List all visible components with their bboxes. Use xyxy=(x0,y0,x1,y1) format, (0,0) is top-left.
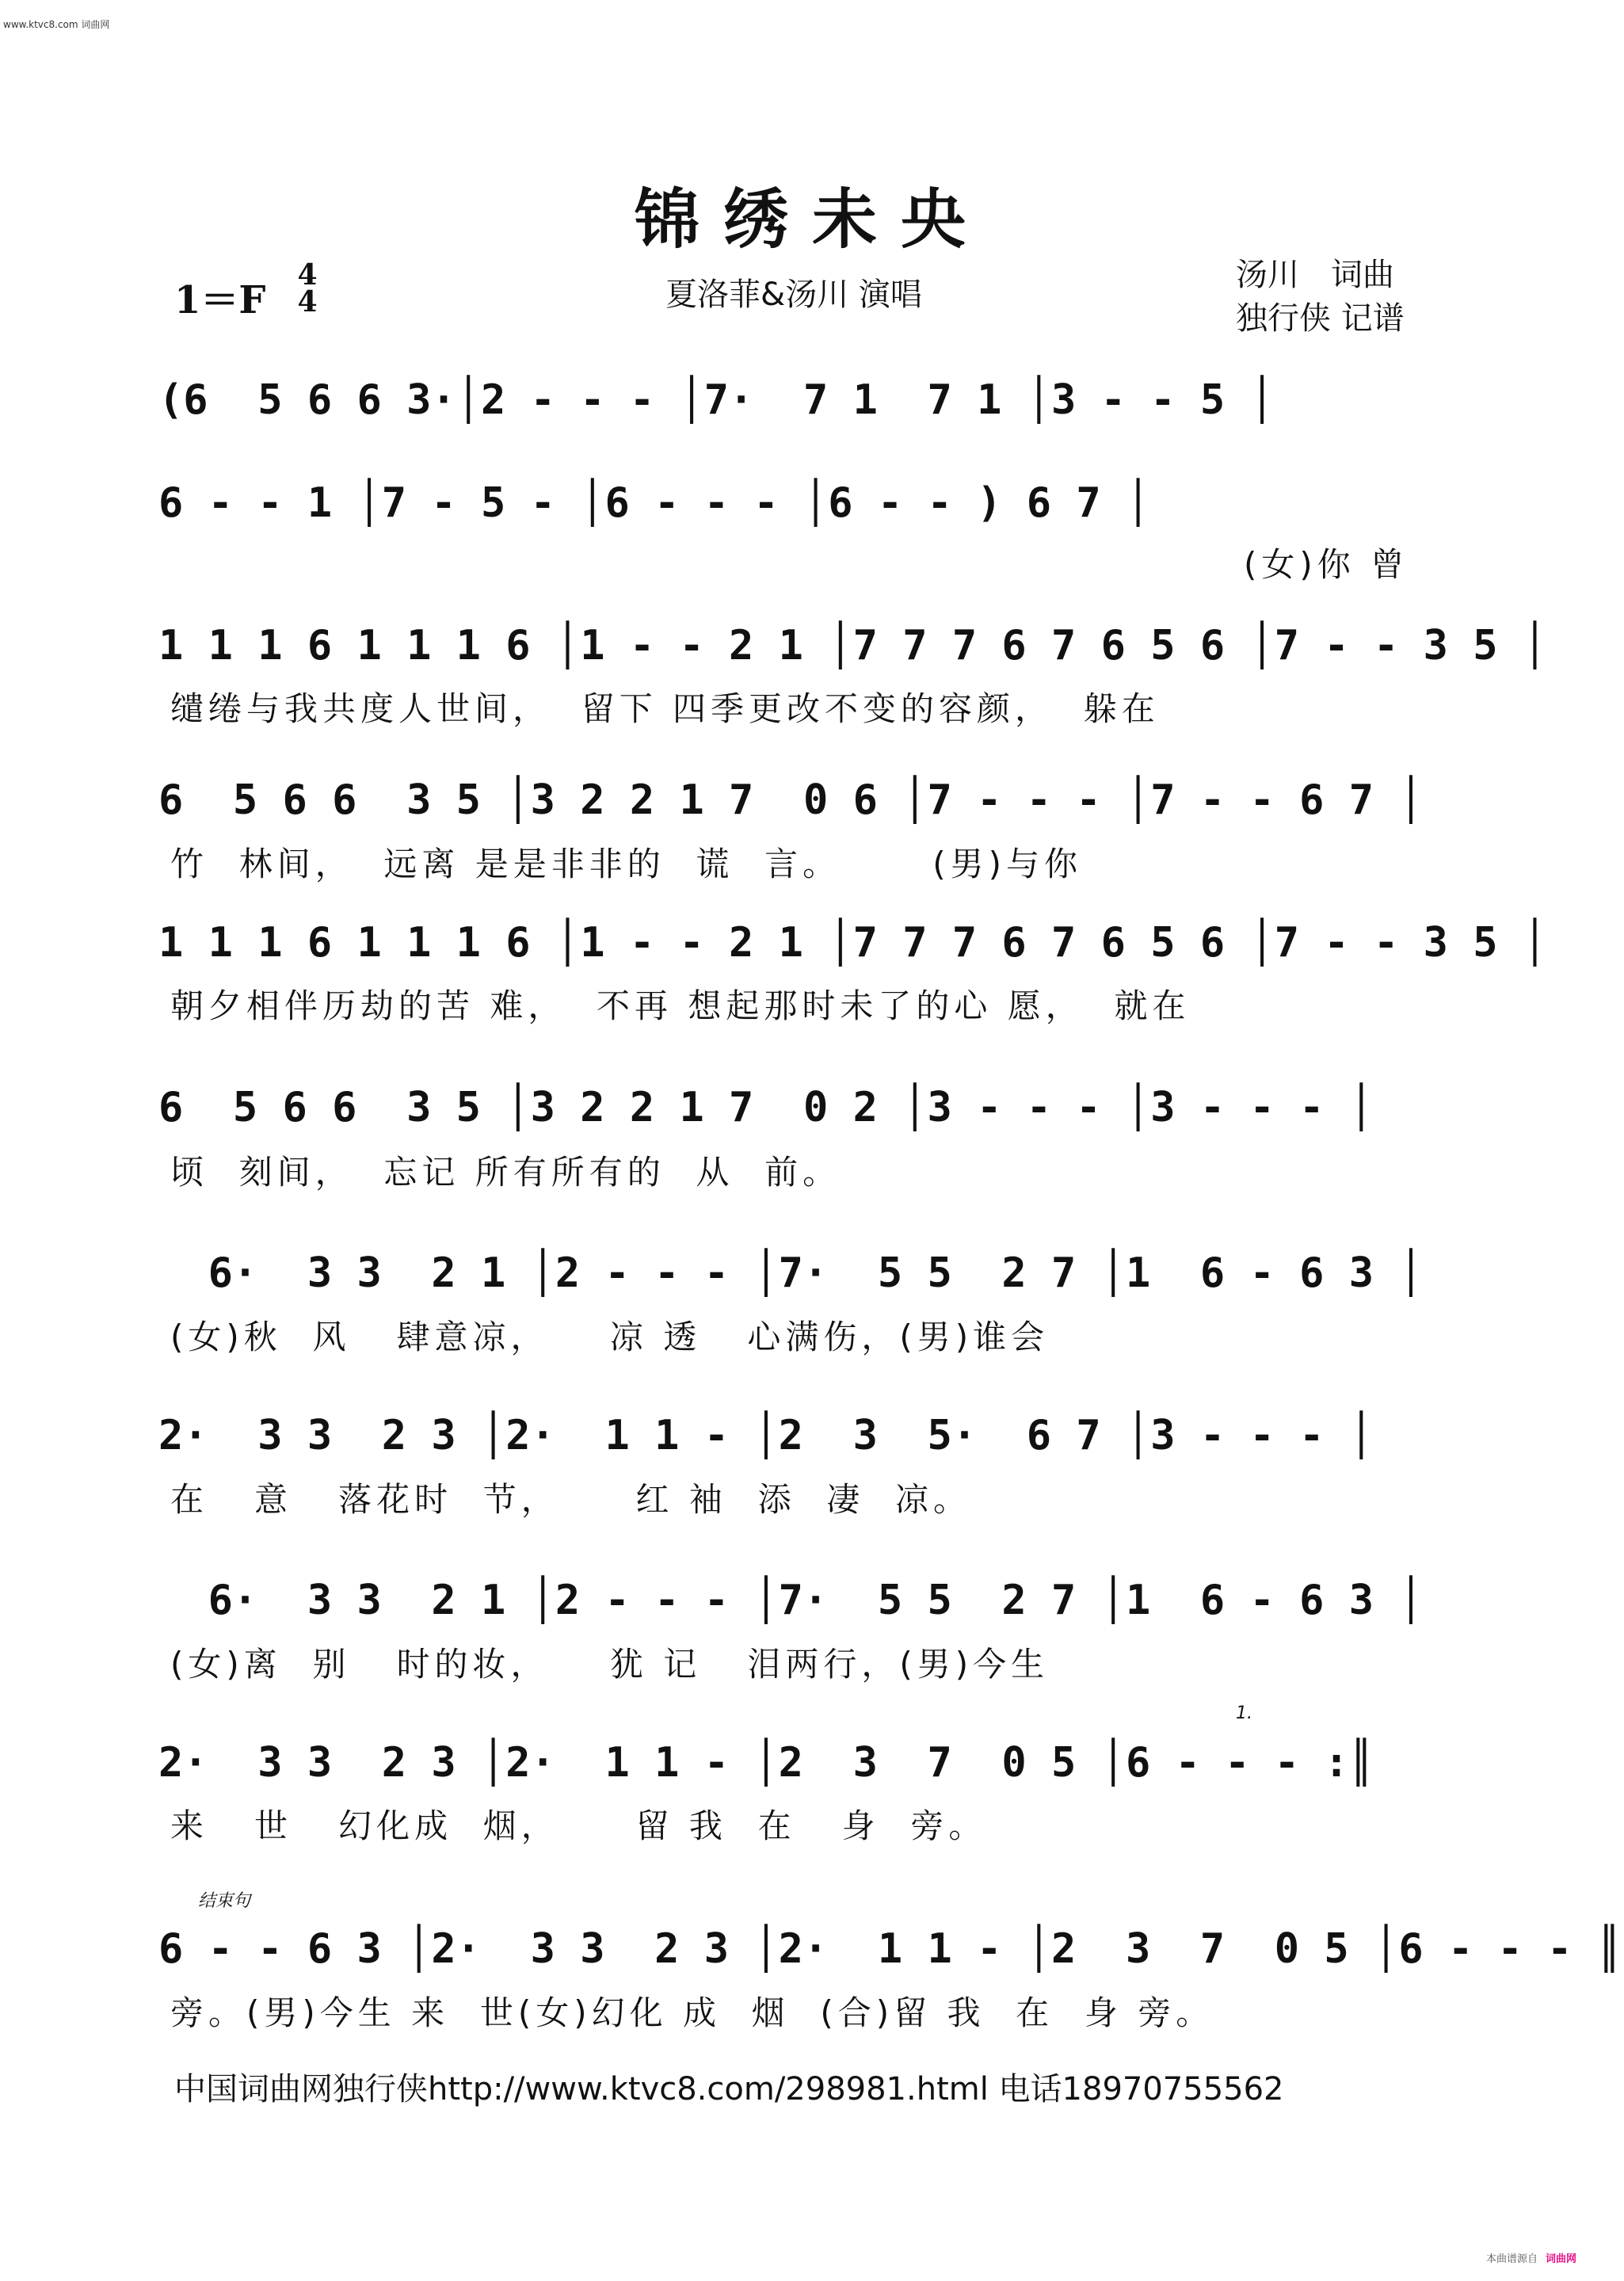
notation-line-2: 6 - - 1 │7 - 5 - │6 - - - │6 - - ) 6 7 │ xyxy=(158,479,1151,527)
transcriber-credit: 独行侠 记谱 xyxy=(1236,300,1405,337)
lyric-line-9: (女)离 别 时的妆， 犹 记 泪两行，(男)今生 xyxy=(170,1645,1050,1684)
notation-line-5: 1 1 1 6 1 1 1 6 │1 - - 2 1 │7 7 7 6 7 6 5 6 │7 - - 3 5 │ xyxy=(158,919,1548,967)
notation-line-6: 6 5 6 6 3 5 │3 2 2 1 7 0 2 │3 - - - │3 - - - │ xyxy=(158,1084,1374,1131)
song-title: 锦绣未央 xyxy=(634,181,989,257)
volta-label: 1. xyxy=(1236,1703,1252,1723)
lyric-line-2: (女)你 曾 xyxy=(1244,545,1409,584)
lyric-line-7: (女)秋 风 肆意凉， 凉 透 心满伤，(男)谁会 xyxy=(170,1318,1050,1356)
lyric-line-4: 竹 林间， 远离 是是非非的 谎 言。 (男)与你 xyxy=(170,845,1083,883)
notation-line-9: 6· 3 3 2 1 │2 - - - │7· 5 5 2 7 │1 6 - 6 3 │ xyxy=(158,1577,1424,1624)
notation-line-4: 6 5 6 6 3 5 │3 2 2 1 7 0 6 │7 - - - │7 - - 6 7 │ xyxy=(158,776,1424,824)
right-watermark xyxy=(1611,32,1622,2249)
left-watermark xyxy=(2,32,13,2249)
time-signature xyxy=(292,258,323,319)
key-signature: 1＝F xyxy=(174,278,266,322)
lyric-line-3: 缱绻与我共度人世间， 留下 四季更改不变的容颜， 躲在 xyxy=(170,689,1160,728)
notation-line-8: 2· 3 3 2 3 │2· 1 1 - │2 3 5· 6 7 │3 - - - │ xyxy=(158,1412,1374,1459)
lyricist-composer-credit: 汤川 词曲 xyxy=(1236,257,1394,293)
lyric-line-10: 来 世 幻化成 烟， 留 我 在 身 旁。 xyxy=(170,1806,987,1845)
corner-text: 本曲谱源自 xyxy=(1485,2253,1538,2265)
notation-line-3: 1 1 1 6 1 1 1 6 │1 - - 2 1 │7 7 7 6 7 6 5 6 │7 - - 3 5 │ xyxy=(158,622,1548,669)
singer-credit: 夏洛菲&汤川 演唱 xyxy=(665,277,922,313)
corner-brand xyxy=(1486,2250,1576,2265)
notation-line-7: 6· 3 3 2 1 │2 - - - │7· 5 5 2 7 │1 6 - 6 3 │ xyxy=(158,1249,1424,1297)
time-signature-bottom: 4 xyxy=(297,285,318,319)
corner-brand-name: 词曲网 xyxy=(1545,2253,1576,2265)
lyric-line-11: 旁。(男)今生 来 世(女)幻化 成 烟 (合)留 我 在 身 旁。 xyxy=(170,1993,1214,2032)
lyric-line-5: 朝夕相伴历劫的苦 难， 不再 想起那时未了的心 愿， 就在 xyxy=(170,986,1191,1025)
lyric-line-6: 顷 刻间， 忘记 所有所有的 从 前。 xyxy=(170,1153,841,1192)
ending-label: 结束句 xyxy=(198,1891,251,1911)
notation-line-1: (6 5 6 6 3·│2 - - - │7· 7 1 7 1 │3 - - 5 │ xyxy=(158,376,1275,424)
notation-line-11: 6 - - 6 3 │2· 3 3 2 3 │2· 1 1 - │2 3 7 0 5 │6 - - - ║ xyxy=(158,1925,1622,1973)
notation-line-10: 2· 3 3 2 3 │2· 1 1 - │2 3 7 0 5 │6 - - - :║ xyxy=(158,1739,1374,1787)
lyric-line-8: 在 意 落花时 节， 红 袖 添 凄 凉。 xyxy=(170,1480,972,1519)
site-label: www.ktvc8.com 词曲网 xyxy=(3,19,110,30)
time-signature-top: 4 xyxy=(297,258,318,292)
source-footer: 中国词曲网独行侠http://www.ktvc8.com/298981.html 电话18970755562 xyxy=(174,2071,1284,2107)
